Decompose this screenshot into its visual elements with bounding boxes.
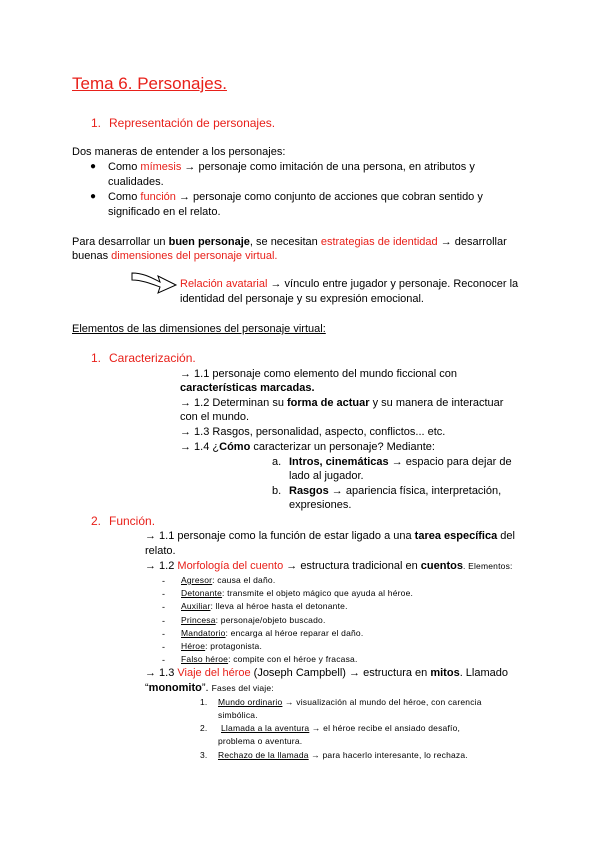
role-item: Falso héroe: compite con el héroe y fracasa. [181, 654, 358, 664]
bullet-funcion-cont: significado en el relato. [108, 206, 221, 218]
funcion-item-1-cont: relato. [145, 545, 176, 557]
caract-item-1-cont: características marcadas. [180, 382, 315, 394]
phase-item: Mundo ordinario → visualización al mundo del héroe, con carencia [218, 697, 482, 707]
dash-icon: - [162, 576, 165, 586]
bullet-mimesis-cont: cualidades. [108, 176, 164, 188]
bullet-icon: ● [90, 191, 97, 202]
bullet-mimesis: Como mímesis → personaje como imitación de una persona, en atributos y [108, 161, 475, 173]
page-title: Tema 6. Personajes. [72, 74, 227, 93]
phase-item-cont: simbólica. [218, 710, 258, 720]
paragraph-buen-personaje: Para desarrollar un buen personaje, se necesitan estrategias de identidad → desarrollar [72, 236, 507, 248]
caract-item-4: → 1.4 ¿Cómo caracterizar un personaje? Mediante: [180, 441, 435, 453]
caracterizacion-heading: Caracterización. [109, 351, 196, 365]
role-item: Agresor: causa el daño. [181, 575, 276, 585]
role-item: Héroe: protagonista. [181, 641, 263, 651]
caracterizacion-number: 1. [91, 351, 102, 365]
sub-a: Intros, cinemáticas → espacio para dejar de [289, 456, 512, 468]
curved-arrow-icon [130, 270, 178, 298]
role-item: Mandatorio: encarga al héroe reparar el daño. [181, 628, 364, 638]
dash-icon: - [162, 642, 165, 652]
paragraph-buen-personaje-cont: buenas dimensiones del personaje virtual. [72, 250, 278, 262]
section-1-heading: Representación de personajes. [109, 116, 276, 130]
bullet-funcion: Como función → personaje como conjunto de acciones que cobran sentido y [108, 191, 483, 203]
sub-a-label: a. [272, 456, 282, 468]
sub-b-cont: expresiones. [289, 499, 352, 511]
intro-text: Dos maneras de entender a los personajes: [72, 146, 286, 158]
phase-item: Rechazo de la llamada → para hacerlo interesante, lo rechaza. [218, 750, 468, 760]
role-item: Princesa: personaje/objeto buscado. [181, 615, 326, 625]
funcion-number: 2. [91, 514, 102, 528]
caract-item-2: → 1.2 Determinan su forma de actuar y su manera de interactuar [180, 397, 504, 409]
funcion-item-3-cont: “monomito”. Fases del viaje: [145, 682, 274, 694]
dash-icon: - [162, 629, 165, 639]
phase-item: Llamada a la aventura → el héroe recibe el ansiado desafío, [221, 723, 461, 733]
role-item: Auxiliar: lleva al héroe hasta el detonante. [181, 601, 348, 611]
relacion-avatarial-cont: identidad del personaje y su expresión emocional. [180, 293, 424, 305]
sub-b: Rasgos → apariencia física, interpretación, [289, 485, 502, 497]
caract-item-3: → 1.3 Rasgos, personalidad, aspecto, conflictos... etc. [180, 426, 446, 438]
funcion-item-2: → 1.2 Morfología del cuento → estructura tradicional en cuentos. Elementos: [145, 560, 513, 572]
phase-number: 2. [200, 723, 208, 733]
phase-item-cont: problema o aventura. [218, 736, 303, 746]
caract-item-2-cont: con el mundo. [180, 411, 250, 423]
funcion-heading: Función. [109, 514, 156, 528]
funcion-item-1: → 1.1 personaje como la función de estar ligado a una tarea específica del [145, 530, 515, 542]
section-1-number: 1. [91, 116, 102, 130]
funcion-item-3: → 1.3 Viaje del héroe (Joseph Campbell) → estructura en mitos. Llamado [145, 667, 508, 679]
sub-b-label: b. [272, 485, 282, 497]
dash-icon: - [162, 655, 165, 665]
caract-item-1: → 1.1 personaje como elemento del mundo ficcional con [180, 368, 457, 380]
sub-a-cont: lado al jugador. [289, 470, 364, 482]
elements-heading: Elementos de las dimensiones del personaje virtual: [72, 323, 326, 335]
dash-icon: - [162, 589, 165, 599]
dash-icon: - [162, 602, 165, 612]
relacion-avatarial: Relación avatarial → vínculo entre jugador y personaje. Reconocer la [180, 278, 519, 290]
role-item: Detonante: transmite el objeto mágico que ayuda al héroe. [181, 588, 414, 598]
dash-icon: - [162, 616, 165, 626]
phase-number: 3. [200, 750, 208, 760]
bullet-icon: ● [90, 161, 97, 172]
phase-number: 1. [200, 697, 208, 707]
